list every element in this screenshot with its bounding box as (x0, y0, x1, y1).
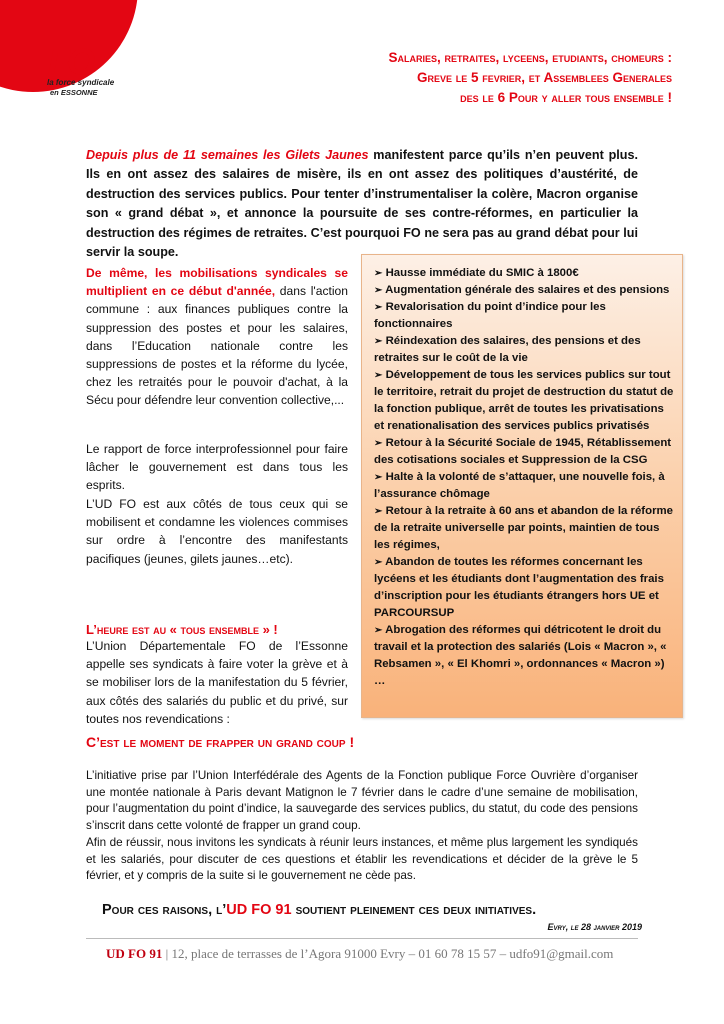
bottom-section (86, 768, 638, 885)
footer-contact: 12, place de terrasses de l’Agora 91000 Evry – 01 60 78 15 57 – udfo91@gmail.com (171, 946, 614, 961)
demand-item: ➢ Halte à la volonté de s’attaquer, une nouvelle fois, à l’assurance chômage (374, 471, 665, 500)
title-line-3: des le 6 Pour y aller tous ensemble ! (460, 90, 672, 105)
union-paragraph: L’Union Départementale FO de l’Essonne appelle ses syndicats à faire voter la grève et à se mobiliser lors de la manifestation du 5 février, aux côtés des salariés du public et du privé, sur toutes nos revendications : (86, 639, 348, 726)
page-title (212, 48, 672, 108)
demand-item: ➢ Retour à la retraite à 60 ans et abandon de la réforme de la retraite universelle par points, maintien de tous les régimes, (374, 505, 673, 551)
arrow-bullet-icon: ➢ (374, 268, 383, 279)
footer (106, 946, 613, 962)
demand-item: ➢ Réindexation des salaires, des pensions et des retraites sur le coût de la vie (374, 335, 641, 364)
heading-grand-coup: C’est le moment de frapper un grand coup ! (86, 734, 355, 750)
demand-item: ➢ Retour à la Sécurité Sociale de 1945, Rétablissement des cotisations sociales et Suppression de la CSG (374, 437, 672, 466)
footer-separator: | (162, 946, 172, 961)
mobilisations-lead: De même, les mobilisations syndicales se multiplient en ce début d'année, (86, 266, 348, 299)
arrow-bullet-icon: ➢ (374, 285, 383, 296)
demand-item: ➢ Développement de tous les services publics sur tout le territoire, retrait du projet de destruction du statut de la fonction publique, arrêt de toutes les privatisations et renationalisation des services publics privatisés (374, 369, 674, 432)
intro-lead: Depuis plus de 11 semaines les Gilets Jaunes (86, 148, 369, 162)
arrow-bullet-icon: ➢ (374, 472, 383, 483)
heading-tous-ensemble: L’heure est au « tous ensemble » ! (86, 622, 278, 637)
demand-item: ➢ Abandon de toutes les réformes concernant les lycéens et les étudiants dont l’augmentation des frais d’inscription pour les étudiants étrangers hors UE et PARCOURSUP (374, 556, 664, 619)
arrow-bullet-icon: ➢ (374, 438, 383, 449)
logo-region: en ESSONNE (50, 88, 98, 97)
footer-org: UD FO 91 (106, 946, 163, 961)
intro-paragraph (86, 146, 638, 262)
conclusion: Pour ces raisons, l’UD FO 91 soutient pleinement ces deux initiatives. (102, 902, 537, 918)
arrow-bullet-icon: ➢ (374, 506, 383, 517)
demand-item: ➢ Hausse immédiate du SMIC à 1800€ (374, 267, 579, 279)
demand-ellipsis: … (374, 675, 386, 687)
intro-body: manifestent parce qu’ils n’en peuvent plus. Ils en ont assez des salaires de misère, ils en ont assez des politiques d’austérité, de destruction des services publics. Pour tenter d’instrumentaliser la colère, Macron organise son « grand débat », et annonce la poursuite de ses contre-réformes, en particulier la destruction des régimes de retraites. C’est pourquoi FO ne sera pas au grand débat pour lui servir la soupe. (86, 148, 639, 260)
conclusion-org: UD FO 91 (226, 902, 292, 918)
rapport-paragraph: Le rapport de force interprofessionnel pour faire lâcher le gouvernement est dans tous les esprits. (86, 442, 348, 493)
arrow-bullet-icon: ➢ (374, 370, 383, 381)
arrow-bullet-icon: ➢ (374, 336, 383, 347)
udfo-paragraph: L’UD FO est aux côtés de tous ceux qui se mobilisent et condamne les violences commises sur ordre à l’encontre des manifestants pacifiques (jeunes, gilets jaunes…etc). (86, 497, 348, 566)
initiative-paragraph: L’initiative prise par l’Union Interfédérale des Agents de la Fonction publique Force Ouvrière d’organiser une montée nationale à Paris devant Matignon le 7 février dans le cadre d’une semaine de mobilisation, pour l’augmentation du point d’indice, la sauvegarde des services publics, du statut, du code des pensions s’inscrit dans cette volonté de frapper un grand coup. (86, 769, 638, 833)
footer-divider (86, 938, 638, 939)
afin-paragraph: Afin de réussir, nous invitons les syndicats à réunir leurs instances, et même plus largement les syndiqués et les salariés, pour discuter de ces questions et établir les revendications et décider de la grève le 5 février, et y compris de la suite si le gouvernement ne cède pas. (86, 835, 638, 883)
demand-item: ➢ Abrogation des réformes qui détricotent le droit du travail et la protection des salariés (Lois « Macron », « Rebsamen », « El Khomri », ordonnances « Macron ») (374, 624, 667, 670)
mobilisations-body: dans l'action commune : aux finances publiques contre la suppression des postes et pour les salaires, dans l’Education nationale contre les suppressions de postes et la réforme du lycée, chez les retraités pour le pouvoir d'achat, à la Sécu pour défendre leur convention collective,... (86, 284, 348, 408)
arrow-bullet-icon: ➢ (374, 557, 383, 568)
logo-tagline: la force syndicale (47, 78, 115, 87)
date-line: Evry, le 28 janvier 2019 (547, 922, 642, 932)
title-line-1: Salaries, retraites, lyceens, etudiants, chomeurs : (388, 50, 672, 65)
arrow-bullet-icon: ➢ (374, 302, 383, 313)
demand-item: ➢ Revalorisation du point d’indice pour les fonctionnaires (374, 301, 606, 330)
title-line-2: Greve le 5 fevrier, et Assemblees Generales (416, 70, 672, 85)
demand-item: ➢ Augmentation générale des salaires et des pensions (374, 284, 670, 296)
demands-box (361, 254, 683, 718)
logo-brand: FO (48, 41, 92, 82)
arrow-bullet-icon: ➢ (374, 625, 383, 636)
mobilisations-paragraph (86, 264, 348, 410)
